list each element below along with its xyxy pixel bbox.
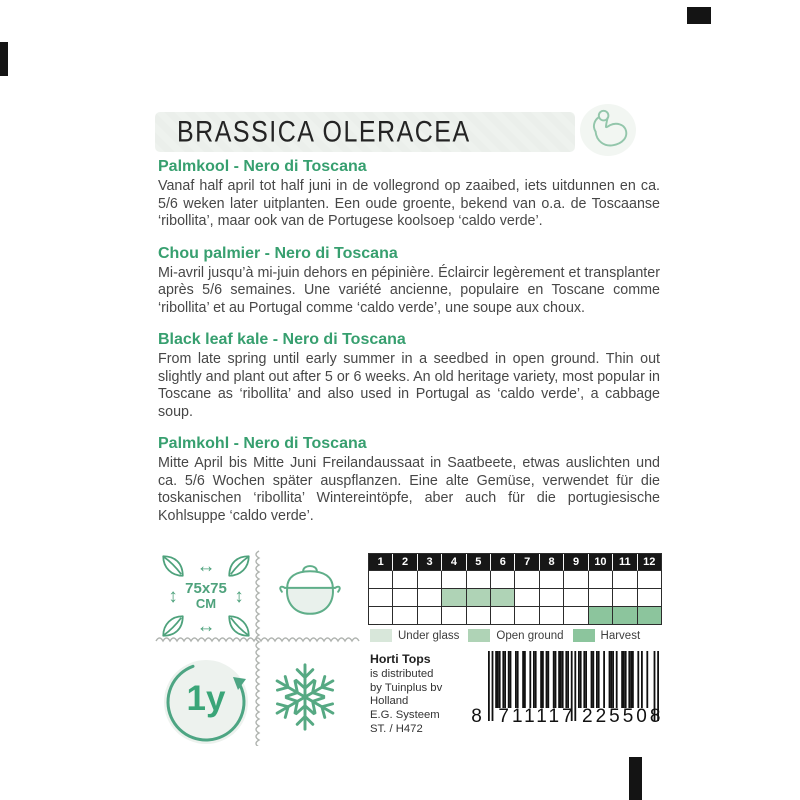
calendar-month-header: 9: [564, 554, 588, 571]
calendar-cell-harvest: [638, 607, 662, 625]
calendar-month-header: 4: [442, 554, 466, 571]
barcode-digits-left: 711117: [498, 706, 576, 727]
calendar-month-header: 1: [369, 554, 393, 571]
legend-harvest: [573, 629, 641, 642]
muscle-arm-icon: [586, 106, 634, 154]
vertical-divider: [254, 550, 264, 746]
calendar-cell-harvest: [540, 607, 564, 625]
heading-german: Palmkohl - Nero di Toscana: [158, 435, 367, 452]
leaf-icon: [160, 613, 186, 639]
calendar-cell-open-ground: [564, 589, 588, 607]
body-dutch: Vanaf half april tot half juni in de vollegrond op zaaibed, iets uitdunnen en ca. 5/6 weken later uitplanten. Een oude groente, bekend van o.a. de Toscaanse ‘ribollita’, maar ook van de Portugese koolsoep ‘caldo verde’.: [158, 178, 660, 229]
calendar-month-header: 12: [638, 554, 662, 571]
calendar-month-header: 2: [393, 554, 417, 571]
calendar-cell-harvest: [491, 607, 515, 625]
ean-barcode: [471, 651, 676, 731]
legend-label: Open ground: [496, 629, 564, 642]
heading-french: Chou palmier - Nero di Toscana: [158, 244, 398, 262]
calendar-cell-harvest: [369, 607, 393, 625]
calendar-month-header: 10: [589, 554, 613, 571]
registration-mark-bottom-right: [629, 757, 642, 800]
distributor-line: is distributed: [370, 667, 434, 680]
sowing-calendar-grid: [368, 553, 662, 625]
calendar-cell-under-glass: [442, 571, 466, 589]
calendar-cell-harvest: [589, 607, 613, 625]
calendar-month-header: 8: [540, 554, 564, 571]
description-column: [158, 158, 660, 539]
calendar-legend: [370, 629, 670, 642]
leaf-icon: [226, 613, 252, 639]
distributor-line: Holland: [370, 695, 409, 708]
plant-spacing-icon: [158, 552, 254, 640]
calendar-cell-open-ground: [515, 589, 539, 607]
cooking-pot-icon: [272, 556, 348, 632]
width-arrow-icon: ↔: [196, 555, 216, 577]
heading-dutch: Palmkool - Nero di Toscana: [158, 158, 367, 175]
registration-mark-top: [687, 7, 711, 24]
calendar-month-header: 6: [491, 554, 515, 571]
calendar-cell-under-glass: [467, 571, 491, 589]
height-arrow-icon: ↕: [168, 585, 178, 607]
calendar-cell-open-ground: [418, 589, 442, 607]
calendar-cell-open-ground: [491, 589, 515, 607]
calendar-cell-harvest: [442, 607, 466, 625]
calendar-cell-open-ground: [638, 589, 662, 607]
calendar-cell-harvest: [613, 607, 637, 625]
annual-label: 1y: [186, 679, 226, 718]
calendar-cell-open-ground: [393, 589, 417, 607]
body-german: Mitte April bis Mitte Juni Freilandaussaat in Saatbeete, etwas auslichten und ca. 5/6 Wochen später auspflanzen. Eine alte Gemüse, verwendet für die toskanischen ‘ribollita’ Wintereintöpfe, aber auch für die portugiesische Kohlsuppe ‘caldo verde’.: [158, 455, 660, 524]
distributor-lines: [370, 668, 470, 737]
section-german: [158, 435, 660, 525]
calendar-cell-under-glass: [418, 571, 442, 589]
legend-under-glass: [370, 629, 459, 642]
barcode-digits-right: 225508: [582, 706, 664, 727]
calendar-cell-under-glass: [589, 571, 613, 589]
section-english: [158, 331, 660, 421]
calendar-cell-open-ground: [540, 589, 564, 607]
snowflake-icon: [266, 658, 344, 736]
calendar-cell-open-ground: [613, 589, 637, 607]
legend-label: Under glass: [398, 629, 460, 642]
calendar-cell-open-ground: [589, 589, 613, 607]
calendar-cell-open-ground: [467, 589, 491, 607]
heading-english: Black leaf kale - Nero di Toscana: [158, 331, 406, 348]
calendar-cell-harvest: [393, 607, 417, 625]
legend-open-ground: [468, 629, 563, 642]
calendar-cell-under-glass: [491, 571, 515, 589]
calendar-cell-harvest: [418, 607, 442, 625]
width-arrow-icon: ↔: [196, 615, 216, 637]
calendar-month-header: 11: [613, 554, 637, 571]
harvest-swatch: [573, 629, 595, 642]
calendar-month-header: 3: [418, 554, 442, 571]
calendar-cell-under-glass: [515, 571, 539, 589]
calendar-cell-under-glass: [613, 571, 637, 589]
body-english: From late spring until early summer in a seedbed in open ground. Thin out slightly and plant out after 5 or 6 weeks. An old heritage variety, most popular in Toscane as ‘ribollita’ and also used in Portugal as ‘caldo verde’, a cabbage soup.: [158, 351, 660, 420]
calendar-month-header: 5: [467, 554, 491, 571]
leaf-icon: [226, 553, 252, 579]
calendar-cell-under-glass: [638, 571, 662, 589]
distributor-line: ST. / H472: [370, 722, 423, 735]
calendar-cell-under-glass: [393, 571, 417, 589]
calendar-cell-open-ground: [442, 589, 466, 607]
spacing-label: 75x75 CM: [185, 580, 227, 612]
section-french: [158, 245, 660, 318]
legend-label: Harvest: [600, 629, 641, 642]
calendar-cell-under-glass: [540, 571, 564, 589]
calendar-cell-under-glass: [369, 571, 393, 589]
distributor-name: Horti Tops: [370, 652, 431, 666]
species-title: BRASSICA OLERACEA: [177, 114, 471, 148]
calendar-cell-harvest: [467, 607, 491, 625]
title-band: [155, 112, 575, 152]
barcode-digit-first: 8: [471, 706, 485, 727]
calendar-cell-harvest: [564, 607, 588, 625]
open-ground-swatch: [468, 629, 490, 642]
calendar-month-header: 7: [515, 554, 539, 571]
distributor-line: by Tuinplus bv: [370, 681, 443, 694]
section-dutch: [158, 158, 660, 231]
body-french: Mi-avril jusqu’à mi-juin dehors en pépinière. Éclaircir legèrement et transplanter après 5/6 semaines. Une variété ancienne, populaire en Toscane comme ‘ribollita’ et au Portugal comme ‘caldo verde’, une soupe aux choux.: [158, 264, 660, 316]
under-glass-swatch: [370, 629, 392, 642]
annual-cycle-icon: [158, 648, 254, 744]
height-arrow-icon: ↕: [234, 585, 244, 607]
registration-mark-left: [0, 42, 8, 76]
calendar-cell-open-ground: [369, 589, 393, 607]
calendar-cell-under-glass: [564, 571, 588, 589]
distributor-line: E.G. Systeem: [370, 709, 440, 722]
distributor-block: [370, 653, 470, 737]
calendar-cell-harvest: [515, 607, 539, 625]
leaf-icon: [160, 553, 186, 579]
